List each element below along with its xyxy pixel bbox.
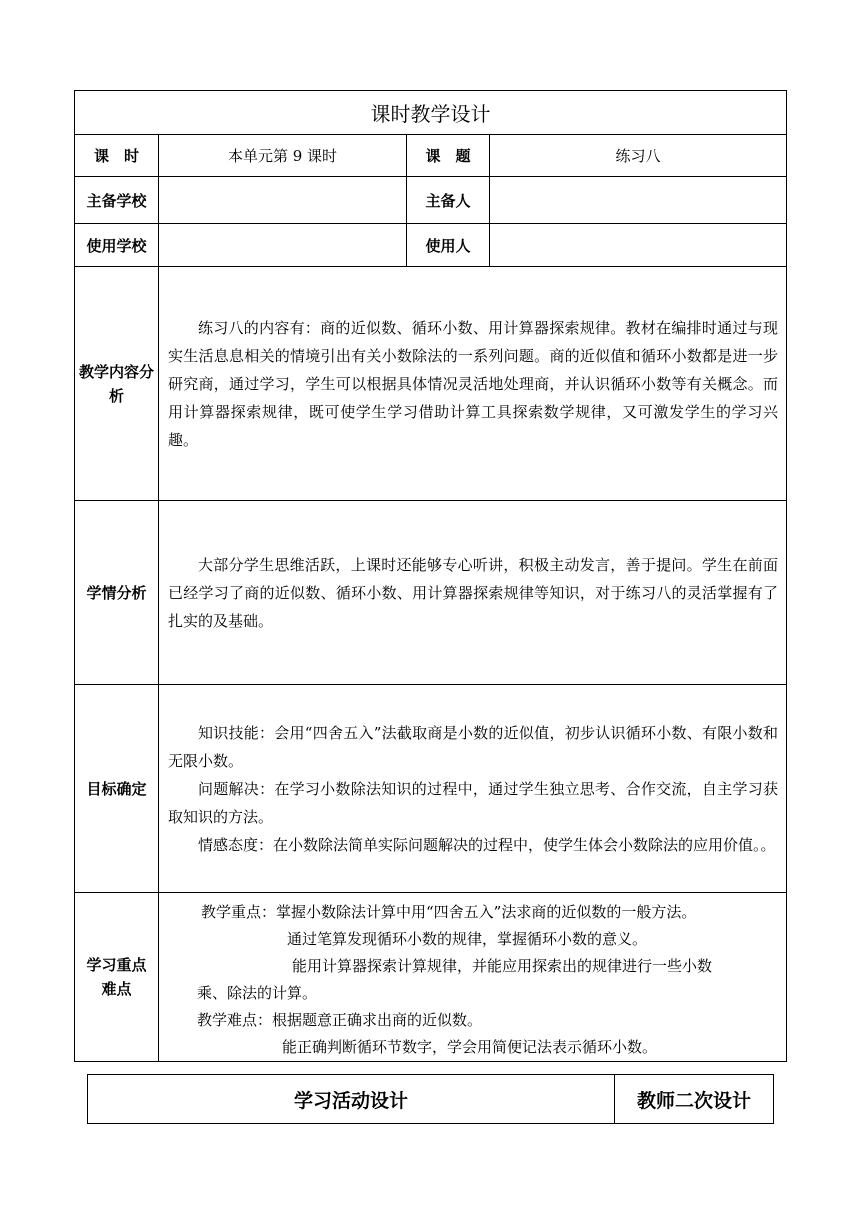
label-objectives: 目标确定 <box>75 685 159 893</box>
activity-design-header: 学习活动设计 <box>88 1075 615 1124</box>
objective-problem-solving: 问题解决：在学习小数除法知识的过程中，通过学生独立思考、合作交流，自主学习获取知识的方法。 <box>168 779 778 826</box>
key-point-line-2: 通过笔算发现循环小数的规律，掌握循环小数的意义。 <box>287 930 648 948</box>
key-point-line-4: 乘、除法的计算。 <box>197 984 318 1002</box>
teacher-redesign-header: 教师二次设计 <box>615 1075 774 1124</box>
label-main-school: 主备学校 <box>75 177 159 224</box>
content-analysis-text: 练习八的内容有：商的近似数、循环小数、用计算器探索规律。教材在编排时通过与现实生活息息相关的情境引出有关小数除法的一系列问题。商的近似值和循环小数都是进一步研究商，通过学习，学生可以根据具体情况灵活地处理商，并认识循环小数等有关概念。而用计算器探索规律，既可使学生学习借助计算工具探索数学规律，又可激发学生的学习兴趣。 <box>168 318 778 449</box>
activity-design-header-table <box>87 1074 774 1124</box>
label-main-preparer: 主备人 <box>407 177 490 224</box>
label-content-analysis: 教学内容分析 <box>75 267 159 501</box>
student-analysis-text: 大部分学生思维活跃，上课时还能够专心听讲，积极主动发言，善于提问。学生在前面已经学习了商的近似数、循环小数、用计算器探索规律等知识，对于练习八的灵活掌握有了扎实的及基础。 <box>168 555 778 630</box>
user-value <box>490 224 787 267</box>
label-period: 课 时 <box>75 135 159 177</box>
objectives-cell <box>159 685 787 893</box>
key-point-line-5: 教学难点：根据题意正确求出商的近似数。 <box>197 1011 483 1029</box>
label-user: 使用人 <box>407 224 490 267</box>
objective-knowledge: 知识技能：会用“四舍五入”法截取商是小数的近似值，初步认识循环小数、有限小数和无限小数。 <box>168 723 778 770</box>
label-student-analysis: 学情分析 <box>75 501 159 685</box>
key-point-line-3: 能用计算器探索计算规律，并能应用探索出的规律进行一些小数 <box>292 957 713 975</box>
period-value: 本单元第 9 课时 <box>159 135 407 177</box>
key-points-cell <box>159 893 787 1062</box>
use-school-value <box>159 224 407 267</box>
key-point-line-6: 能正确判断循环节数字，学会用简便记法表示循环小数。 <box>282 1038 658 1056</box>
main-school-value <box>159 177 407 224</box>
student-analysis-cell <box>159 501 787 685</box>
topic-value: 练习八 <box>490 135 787 177</box>
label-use-school: 使用学校 <box>75 224 159 267</box>
content-analysis-cell <box>159 267 787 501</box>
main-preparer-value <box>490 177 787 224</box>
label-topic: 课 题 <box>407 135 490 177</box>
label-key-points: 学习重点难点 <box>75 893 159 1062</box>
key-point-line-1: 教学重点：掌握小数除法计算中用“四舍五入”法求商的近似数的一般方法。 <box>201 903 697 921</box>
page-title: 课时教学设计 <box>75 91 787 135</box>
lesson-design-table <box>74 90 787 1062</box>
objective-attitude: 情感态度：在小数除法简单实际问题解决的过程中，使学生体会小数除法的应用价值。。 <box>198 835 776 854</box>
